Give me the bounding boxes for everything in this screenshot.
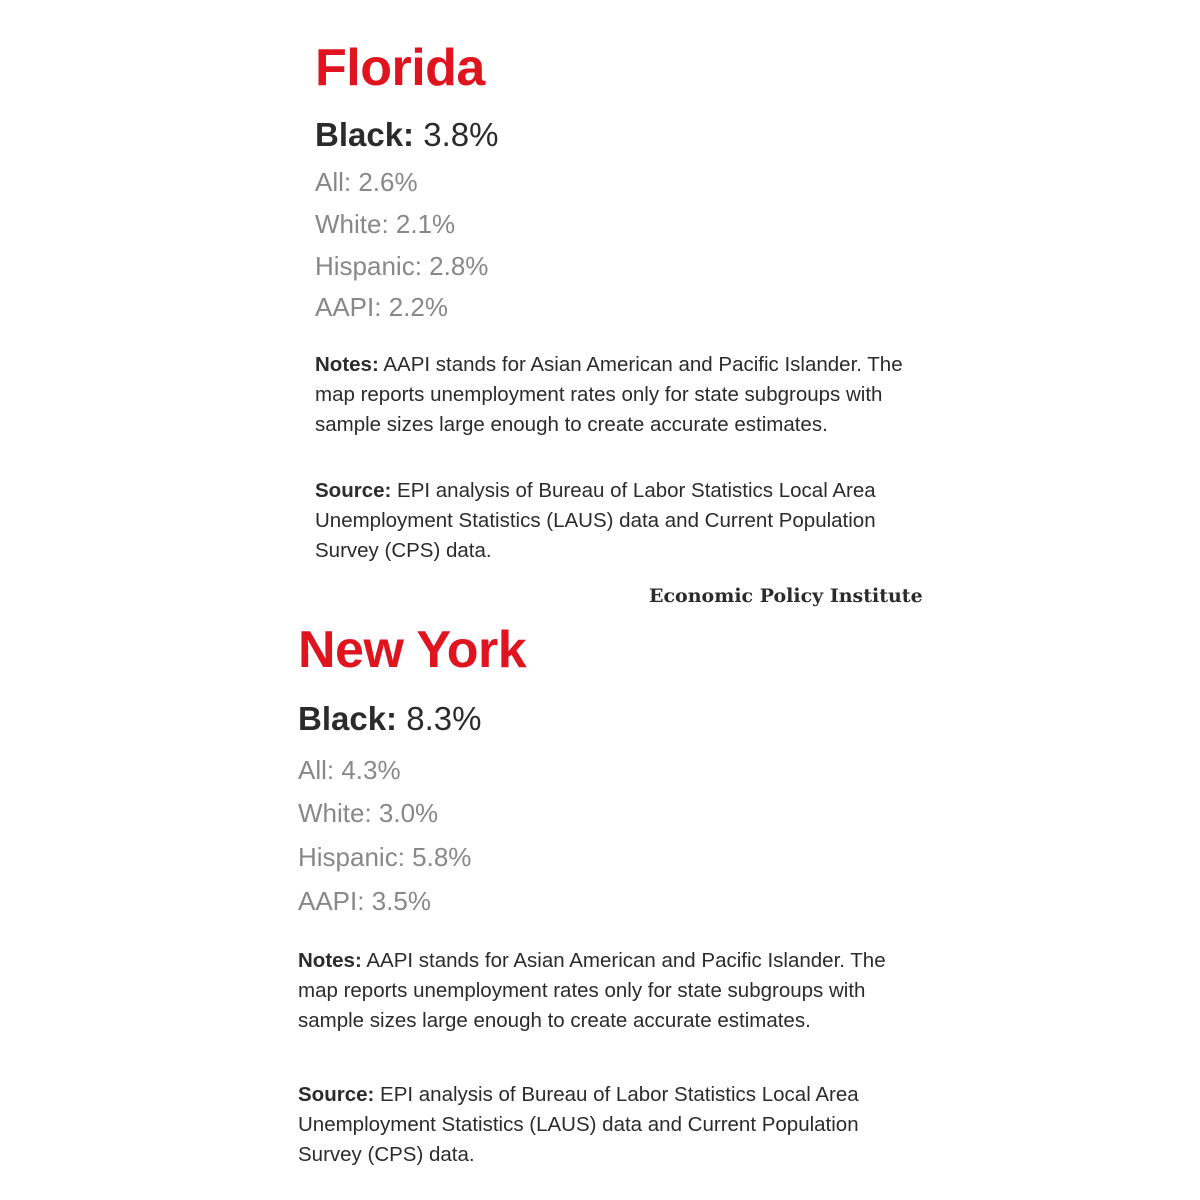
notes <box>315 350 915 440</box>
notes <box>298 946 898 1036</box>
all-rate: All: 2.6% <box>315 167 418 197</box>
notes-label: Notes: <box>298 949 362 972</box>
all-rate: All: 4.3% <box>298 755 401 785</box>
state-title: Florida <box>315 39 485 97</box>
white-rate: White: 3.0% <box>298 798 439 828</box>
hispanic-rate: Hispanic: 5.8% <box>298 842 472 872</box>
hispanic-rate: Hispanic: 2.8% <box>315 251 489 281</box>
source-text: EPI analysis of Bureau of Labor Statistics Local Area Unemployment Statistics (LAUS) data and Current Population Survey (CPS) data. <box>298 1083 859 1166</box>
source-label: Source: <box>298 1083 375 1106</box>
florida-panel <box>315 32 955 607</box>
aapi-rate: AAPI: 2.2% <box>315 292 448 322</box>
white-rate: White: 2.1% <box>315 209 456 239</box>
black-rate-label: Black: <box>298 700 398 737</box>
black-rate <box>298 702 481 735</box>
publisher-credit: Economic Policy Institute <box>649 585 923 607</box>
notes-text: AAPI stands for Asian American and Pacific Islander. The map reports unemployment rates only for state subgroups with sample sizes large enough to create accurate estimates. <box>315 353 903 436</box>
state-title: New York <box>298 621 527 679</box>
black-rate-label: Black: <box>315 116 415 153</box>
black-rate <box>315 118 498 151</box>
black-rate-value: 3.8% <box>423 116 499 153</box>
source-text: EPI analysis of Bureau of Labor Statistics Local Area Unemployment Statistics (LAUS) data and Current Population Survey (CPS) data. <box>315 479 876 562</box>
notes-label: Notes: <box>315 353 379 376</box>
black-rate-value: 8.3% <box>406 700 482 737</box>
notes-text: AAPI stands for Asian American and Pacific Islander. The map reports unemployment rates only for state subgroups with sample sizes large enough to create accurate estimates. <box>298 949 886 1032</box>
source-label: Source: <box>315 479 392 502</box>
source <box>315 476 915 566</box>
new-york-panel <box>298 612 958 1182</box>
source <box>298 1080 898 1170</box>
aapi-rate: AAPI: 3.5% <box>298 886 431 916</box>
